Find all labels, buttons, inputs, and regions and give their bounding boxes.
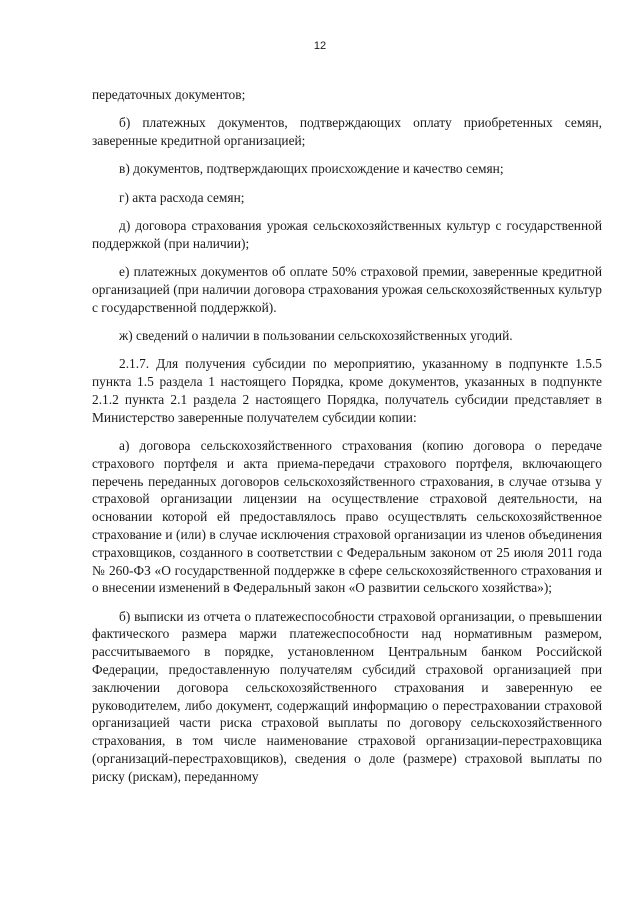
paragraph-a-agri-insurance: а) договора сельскохозяйственного страхования (копию договора о передаче страхового портфеля и акта приема-передачи страхового портфеля, включающего перечень переданных договоров сельскохозяйственного страхования, в случае отзыва у страховой организации лицензии на осуществление страховой деятельности, на основании которой ей предоставлялось право осуществлять сельскохозяйственное страхование и (или) в случае исключения страховой организации из членов объединения страховщиков, созданного в соответствии с Федеральным законом от 25 июля 2011 года № 260-ФЗ «О государственной поддержке в сфере сельскохозяйственного страхования и о внесении изменений в Федеральный закон «О развитии сельского хозяйства»); [92,437,602,596]
paragraph-e-premium-payment: е) платежных документов об оплате 50% страховой премии, заверенные кредитной организацией (при наличии договора страхования урожая сельскохозяйственных культур с государственной поддержкой). [92,264,602,315]
page-number: 12 [313,40,327,52]
paragraph-g-seed-act: г) акта расхода семян; [119,189,245,205]
document-body [92,86,602,796]
paragraph-2-1-7: 2.1.7. Для получения субсидии по мероприятию, указанному в подпункте 1.5.5 пункта 1.5 раздела 1 настоящего Порядка, кроме документов, указанных в подпункте 2.1.2 пункта 2.1 раздела 2 настоящего Порядка, получатель субсидии представляет в Министерство заверенные получателем субсидии копии: [92,356,602,425]
paragraph-zh-land-use: ж) сведений о наличии в пользовании сельскохозяйственных угодий. [119,327,513,343]
paragraph-b-solvency-report: б) выписки из отчета о платежеспособности страховой организации, о превышении фактического размера маржи платежеспособности над нормативным размером, рассчитываемого в порядке, установленном Центральным банком Российской Федерации, предоставленную получателям субсидий страховой организацией при заключении договора сельскохозяйственного страхования и заверенную ее руководителем, либо документ, содержащий информацию о перестраховании страховой организацией части риска страховой выплаты по договору сельскохозяйственного страхования, в том числе наименование страховой организации-перестраховщика (организаций-перестраховщиков), сведения о доле (размере) страховой выплаты по риску (рискам), переданному [92,608,602,784]
paragraph-b-payment-docs: б) платежных документов, подтверждающих оплату приобретенных семян, заверенные кредитной организацией; [92,115,602,149]
paragraph-continuation: передаточных документов; [92,87,246,102]
paragraph-d-insurance-contract: д) договора страхования урожая сельскохозяйственных культур с государственной поддержкой (при наличии); [92,217,602,251]
paragraph-v-seed-origin: в) документов, подтверждающих происхождение и качество семян; [119,161,504,177]
